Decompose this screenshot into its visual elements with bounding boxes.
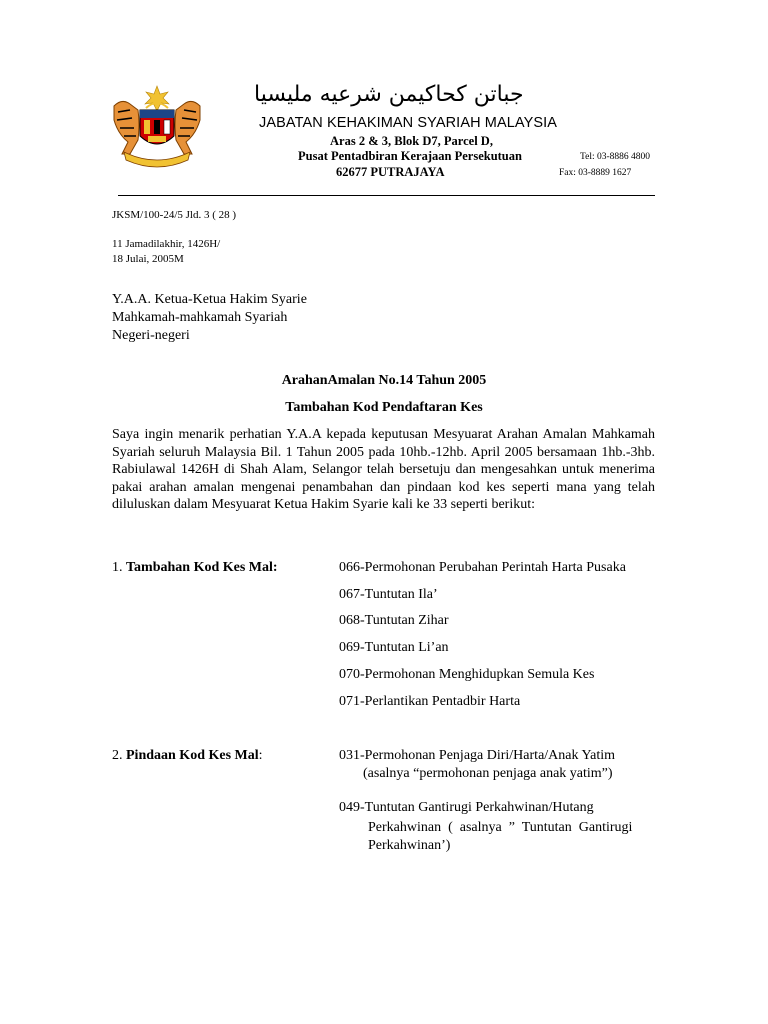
- section-2-heading: [112, 748, 263, 764]
- section-2-item: 049-Tuntutan Gantirugi Perkahwinan/Hutang: [339, 800, 594, 815]
- section-2-title: Pindaan Kod Kes Mal: [126, 748, 259, 763]
- address-line-3: 62677 PUTRAJAYA: [336, 165, 445, 179]
- address-line-2: Pusat Pentadbiran Kerajaan Persekutuan: [298, 149, 522, 163]
- section-2-item-continuation: Perkahwinan ( asalnya ” Tuntutan Gantirugi: [368, 820, 633, 835]
- section-1-title: Tambahan Kod Kes Mal:: [126, 560, 278, 575]
- section-1-number: 1.: [112, 560, 126, 575]
- recipient-line-2: Mahkamah-mahkamah Syariah: [112, 310, 288, 325]
- letterhead-divider: [118, 195, 655, 196]
- section-1-item: 070-Permohonan Menghidupkan Semula Kes: [339, 667, 595, 682]
- section-2-colon: :: [258, 748, 263, 763]
- section-2-item: 031-Permohonan Penjaga Diri/Harta/Anak Yatim: [339, 748, 616, 763]
- section-1-item: 068-Tuntutan Zihar: [339, 613, 449, 628]
- section-1-item: 071-Perlantikan Pentadbir Harta: [339, 694, 521, 709]
- telephone-number: Tel: 03-8886 4800: [580, 152, 651, 162]
- reference-number: JKSM/100-24/5 Jld. 3 ( 28 ): [112, 209, 237, 221]
- section-1-heading: [112, 560, 278, 576]
- section-2-number: 2.: [112, 748, 126, 763]
- date-gregorian: 18 Julai, 2005M: [112, 253, 184, 265]
- coat-of-arms-logo: [108, 84, 206, 168]
- department-name-jawi: جباتن كحاكيمن شرعيه مليسيا: [254, 82, 524, 107]
- section-1-item: 067-Tuntutan Ila’: [339, 587, 438, 602]
- document-subtitle: Tambahan Kod Pendaftaran Kes: [285, 400, 483, 415]
- document-title: ArahanAmalan No.14 Tahun 2005: [281, 373, 487, 388]
- fax-number: Fax: 03-8889 1627: [559, 168, 632, 178]
- recipient-line-1: Y.A.A. Ketua-Ketua Hakim Syarie: [112, 292, 307, 307]
- section-1-item: 069-Tuntutan Li’an: [339, 640, 449, 655]
- section-2-item-continuation: Perkahwinan’): [368, 838, 451, 853]
- section-2-item-note: (asalnya “permohonan penjaga anak yatim”): [363, 766, 613, 781]
- body-paragraph: Saya ingin menarik perhatian Y.A.A kepada keputusan Mesyuarat Arahan Amalan Mahkamah Syariah seluruh Malaysia Bil. 1 Tahun 2005 pada 10hb.-12hb. April 2005 bersamaan 1hb.-3hb. Rabiulawal 1426H di Shah Alam, Selangor telah bersetuju dan mengesahkan untuk menerima pakai arahan amalan mengenai penambahan dan pindaan kod kes seperti mana yang telah diluluskan dalam Mesyuarat Ketua Hakim Syarie kali ke 33 seperti berikut:: [112, 427, 655, 512]
- recipient-line-3: Negeri-negeri: [112, 328, 190, 343]
- section-1-item: 066-Permohonan Perubahan Perintah Harta Pusaka: [339, 560, 626, 575]
- department-name: JABATAN KEHAKIMAN SYARIAH MALAYSIA: [259, 115, 558, 131]
- address-line-1: Aras 2 & 3, Blok D7, Parcel D,: [330, 134, 493, 148]
- date-hijri: 11 Jamadilakhir, 1426H/: [112, 238, 221, 250]
